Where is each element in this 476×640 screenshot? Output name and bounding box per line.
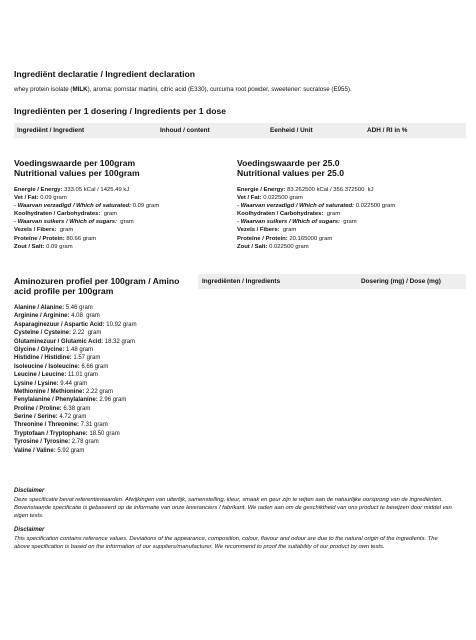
nutrition-row-value: 0.09 gram	[44, 243, 73, 250]
header-ingredients: Ingrediënten / Ingredients	[202, 278, 281, 285]
amino-row	[14, 371, 137, 379]
nutrition-row	[14, 194, 159, 202]
amino-row-label: Glycine / Glycine:	[14, 346, 65, 353]
nutrition-row	[14, 243, 159, 251]
nutrition-row	[237, 210, 395, 218]
amino-row-label: Threonine / Threonine:	[14, 422, 80, 429]
nutrition-row-label: Vezels / Fibers:	[237, 227, 280, 234]
nutrition-100-title: Voedingswaarde per 100gram Nutritional values per 100gram	[14, 158, 140, 178]
amino-row-value: 10.92 gram	[104, 321, 137, 328]
nutrition-row	[237, 202, 395, 210]
amino-row-value: 5.46 gram	[64, 305, 93, 311]
nutrition-row-label: Energie / Energy:	[237, 187, 286, 193]
amino-row-label: Isoleucine / Isoleucine:	[14, 363, 80, 370]
nutrition-row	[237, 194, 395, 202]
nutrition-dose-title: Voedingswaarde per 25.0 Nutritional values per 25.0	[237, 158, 344, 178]
amino-row-label: Glutaminezuur / Glutamic Acid:	[14, 338, 104, 345]
amino-row	[14, 329, 137, 337]
amino-row	[14, 354, 137, 362]
nutrition-row-value: 0.09 gram	[38, 195, 67, 202]
disclaimer-nl-title: Disclaimer	[14, 488, 45, 494]
nutrition-row-value: 333.05 kCal / 1425.49 kJ	[62, 187, 130, 193]
amino-row-label: Tryptofaan / Tryptophane:	[14, 430, 88, 437]
amino-row-value: 11.01 gram	[66, 372, 98, 379]
amino-row-value: 1.57 gram	[71, 355, 101, 362]
nutrition-row-value: gram	[100, 211, 118, 218]
ingredient-declaration-text: whey protein isolate (MILK), aroma: pornstar martini, citric acid (E330), curcuma root powder, sweetener: sucralose (E955).	[14, 86, 352, 93]
nutrition-row	[14, 186, 159, 194]
nutrition-row	[14, 218, 159, 226]
nutrition-row-label: Proteïne / Protein:	[14, 235, 65, 242]
amino-row	[14, 430, 137, 438]
nutrition-dose-list	[237, 186, 395, 251]
nutrition-row-label: Energie / Energy:	[14, 187, 63, 193]
amino-row-label: Arginine / Arginine:	[14, 313, 70, 320]
header-ri: ADH / RI in %	[367, 127, 408, 134]
per-dose-title: Ingrediënten per 1 dosering / Ingredients per 1 dose	[14, 106, 227, 116]
amino-row-label: Lysine / Lysine:	[14, 380, 59, 387]
amino-row-value: 5.92 gram	[55, 447, 85, 454]
nutrition-row-value: gram	[323, 211, 341, 218]
amino-row-label: Valine / Valine:	[14, 447, 56, 454]
amino-row-label: Fenylalanine / Phenylalanine:	[14, 397, 98, 404]
header-ingredient: Ingrediënt / Ingredient	[17, 127, 85, 134]
nutrition-row-label: - Waarvan verzadigd / Which of saturated:	[14, 203, 132, 210]
amino-row-value: 9.44 gram	[58, 380, 88, 387]
nutrition-row-label: Koolhydraten / Carbohydrates:	[14, 211, 101, 218]
header-dose: Dosering (mg) / Dose (mg)	[361, 278, 441, 285]
nutrition-row-label: Koolhydraten / Carbohydrates:	[237, 211, 324, 218]
amino-row-value: 7.31 gram	[79, 422, 108, 429]
disclaimer-nl-text: Deze specificatie bevat referentiewaarden. Afwijkingen van uiterlijk, samenstelling, kleur, smaak en geur zijn te wijten aan de natuurlijke oorsprong van de ingrediënten. Bovenstaande specificatie is gebaseerd op de informatie van onze leveranciers / fabrikant. We raden aan om de geschiktheid van ons product te bewijzen door middel van eigen tests.	[14, 497, 452, 519]
nutrition-row	[14, 210, 159, 218]
nutrition-100-list	[14, 186, 159, 251]
amino-row	[14, 388, 137, 396]
nutrition-row-value: 0.022500 gram	[261, 195, 303, 202]
amino-row-value: 18.50 gram	[87, 430, 120, 437]
amino-row	[14, 413, 137, 421]
nutrition-row-value: 20.165000 gram	[287, 235, 333, 242]
amino-list	[14, 304, 137, 455]
amino-row	[14, 396, 137, 404]
amino-row-label: Histidine / Histidine:	[14, 355, 72, 362]
header-content: Inhoud / content	[160, 127, 210, 134]
disclaimer-en-title: Disclaimer	[14, 527, 45, 533]
header-unit: Eenheid / Unit	[270, 127, 313, 134]
nutrition-row	[237, 218, 395, 226]
allergen-milk: MILK	[72, 86, 88, 93]
amino-row-label: Tyrosine / Tyrosine:	[14, 439, 71, 446]
amino-row-value: 2.78 gram	[70, 439, 99, 446]
disclaimer-en-text: This specification contains reference values. Deviations of the appearance, composition, colour, flavour and odour are due to the natural origin of the ingredients. The above specification is based on the information of our suppliers/manufacturer. We recommend to proof the suitability of our product by own tests.	[14, 536, 438, 550]
amino-row-value: 6.66 gram	[79, 363, 109, 370]
nutrition-row-label: - Waarvan suikers / Which of sugars:	[237, 219, 341, 226]
nutrition-row-label: Zout / Salt:	[237, 243, 268, 250]
amino-row	[14, 380, 137, 388]
amino-row	[14, 304, 137, 312]
dose-table-header	[198, 274, 466, 289]
nutrition-row-value: 80.66 gram	[64, 235, 97, 242]
amino-title: Aminozuren profiel per 100gram / Amino acid profile per 100gram	[14, 276, 180, 296]
amino-row-value: 1.48 gram	[64, 346, 94, 353]
nutrition-row	[14, 235, 159, 243]
nutrition-row-label: Vet / Fat:	[237, 195, 262, 202]
nutrition-row-value: gram	[117, 219, 134, 226]
nutrition-row-value: gram	[56, 227, 74, 234]
nutrition-row-value: gram	[340, 219, 357, 226]
amino-row	[14, 346, 137, 354]
amino-row-value: 2.22 gram	[84, 388, 114, 395]
amino-row	[14, 438, 137, 446]
per-dose-table-header	[14, 123, 466, 138]
amino-row-label: Leucine / Leucine:	[14, 372, 67, 379]
amino-row	[14, 405, 137, 413]
amino-row-label: Cysteïne / Cysteine:	[14, 330, 72, 337]
nutrition-row-value: 0.022500 gram	[354, 203, 396, 210]
nutrition-row-value: 0.022500 gram	[267, 243, 309, 250]
nutrition-row-value: gram	[279, 227, 297, 234]
amino-row-value: 2.96 gram	[97, 397, 127, 404]
amino-row-value: 18.32 gram	[103, 338, 136, 345]
nutrition-row	[237, 243, 395, 251]
amino-row-label: Serine / Serine:	[14, 414, 58, 421]
amino-row	[14, 321, 137, 329]
amino-row-label: Asparaginezuur / Aspartic Acid:	[14, 321, 105, 328]
nutrition-row-label: Vezels / Fibers:	[14, 227, 57, 234]
nutrition-row	[14, 226, 159, 234]
nutrition-row	[237, 226, 395, 234]
amino-row-value: 6.38 gram	[61, 405, 91, 412]
nutrition-row-label: Vet / Fat:	[14, 195, 39, 202]
amino-row-value: 2.22 gram	[71, 330, 102, 337]
amino-row	[14, 312, 137, 320]
nutrition-row-value: 83.262500 kCal / 356.372500 kJ	[285, 187, 374, 193]
nutrition-row-label: Proteïne / Protein:	[237, 235, 288, 242]
amino-row	[14, 447, 137, 455]
amino-row-value: 4.72 gram	[57, 414, 87, 421]
amino-row-label: Methionine / Methionine:	[14, 388, 85, 395]
amino-row	[14, 338, 137, 346]
nutrition-row-value: 0.09 gram	[131, 203, 160, 210]
nutrition-row-label: - Waarvan suikers / Which of sugars:	[14, 219, 118, 226]
amino-row-value: 4.08 gram	[69, 313, 100, 320]
ingredient-declaration-title: Ingrediënt declaratie / Ingredient declaration	[14, 69, 195, 79]
nutrition-row-label: Zout / Salt:	[14, 243, 45, 250]
nutrition-row	[237, 186, 395, 194]
nutrition-row-label: - Waarvan verzadigd / Which of saturated:	[237, 203, 355, 210]
nutrition-row	[14, 202, 159, 210]
amino-row-label: Alanine / Alanine:	[14, 305, 65, 311]
amino-row	[14, 421, 137, 429]
nutrition-row	[237, 235, 395, 243]
amino-row-label: Proline / Proline:	[14, 405, 62, 412]
amino-row	[14, 363, 137, 371]
